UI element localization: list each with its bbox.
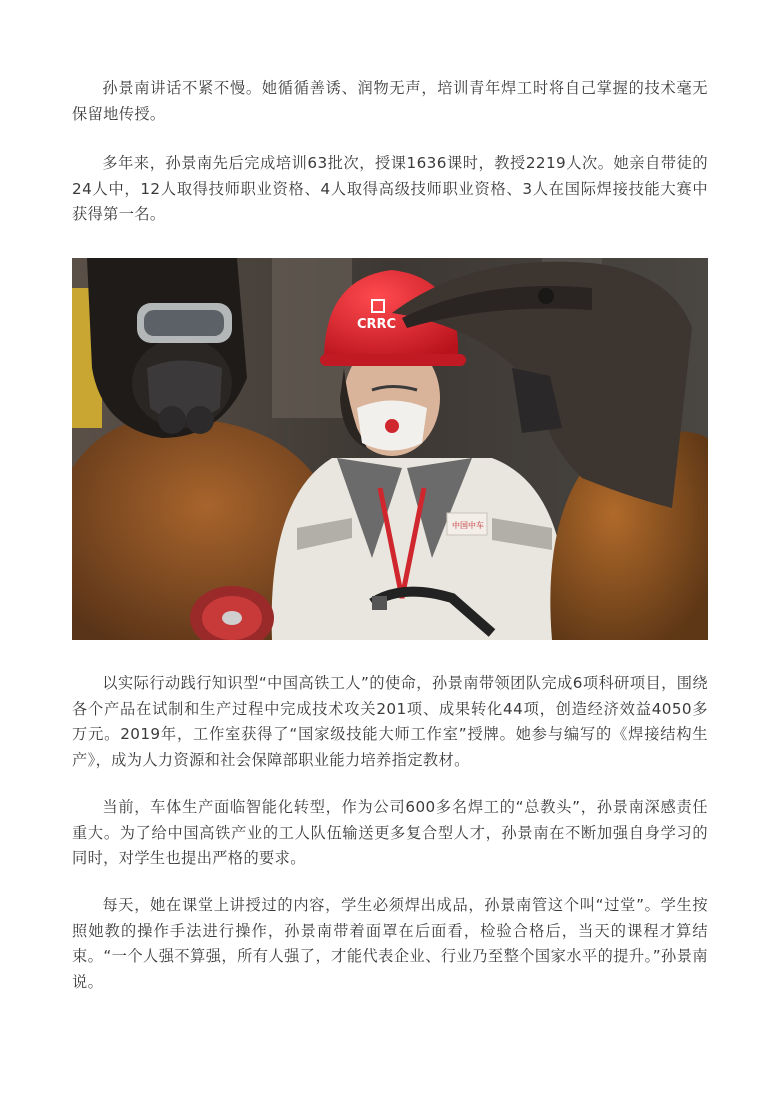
badge-text: 中国中车 xyxy=(452,521,484,530)
paragraph-1: 孙景南讲话不紧不慢。她循循善诱、润物无声，培训青年焊工时将自己掌握的技术毫无保留地传授。 xyxy=(72,79,708,123)
paragraph-5: 每天，她在课堂上讲授过的内容，学生必须焊出成品，孙景南管这个叫“过堂”。学生按照她教的操作手法进行操作，孙景南带着面罩在后面看，检验合格后，当天的课程才算结束。“一个人强不算强，所有人强了，才能代表企业、行业乃至整个国家水平的提升。”孙景南说。 xyxy=(72,896,708,991)
paragraph-2: 多年来，孙景南先后完成培训63批次，授课1636课时，教授2219人次。她亲自带徒的24人中，12人取得技师职业资格、4人取得高级技师职业资格、3人在国际焊接技能大赛中获得第一名。 xyxy=(72,154,708,223)
helmet-logo: CRRC xyxy=(357,317,397,332)
paragraph-4: 当前，车体生产面临智能化转型，作为公司600多名焊工的“总教头”，孙景南深感责任重大。为了给中国高铁产业的工人队伍输送更多复合型人才，孙景南在不断加强自身学习的同时，对学生也提出严格的要求。 xyxy=(72,798,708,867)
article-photo xyxy=(72,258,708,640)
paragraph-3: 以实际行动践行知识型“中国高铁工人”的使命，孙景南带领团队完成6项科研项目，围绕各个产品在试制和生产过程中完成技术攻关201项、成果转化44项，创造经济效益4050多万元。2019年，工作室获得了“国家级技能大师工作室”授牌。她参与编写的《焊接结构生产》，成为人力资源和社会保障部职业能力培养指定教材。 xyxy=(72,674,708,769)
